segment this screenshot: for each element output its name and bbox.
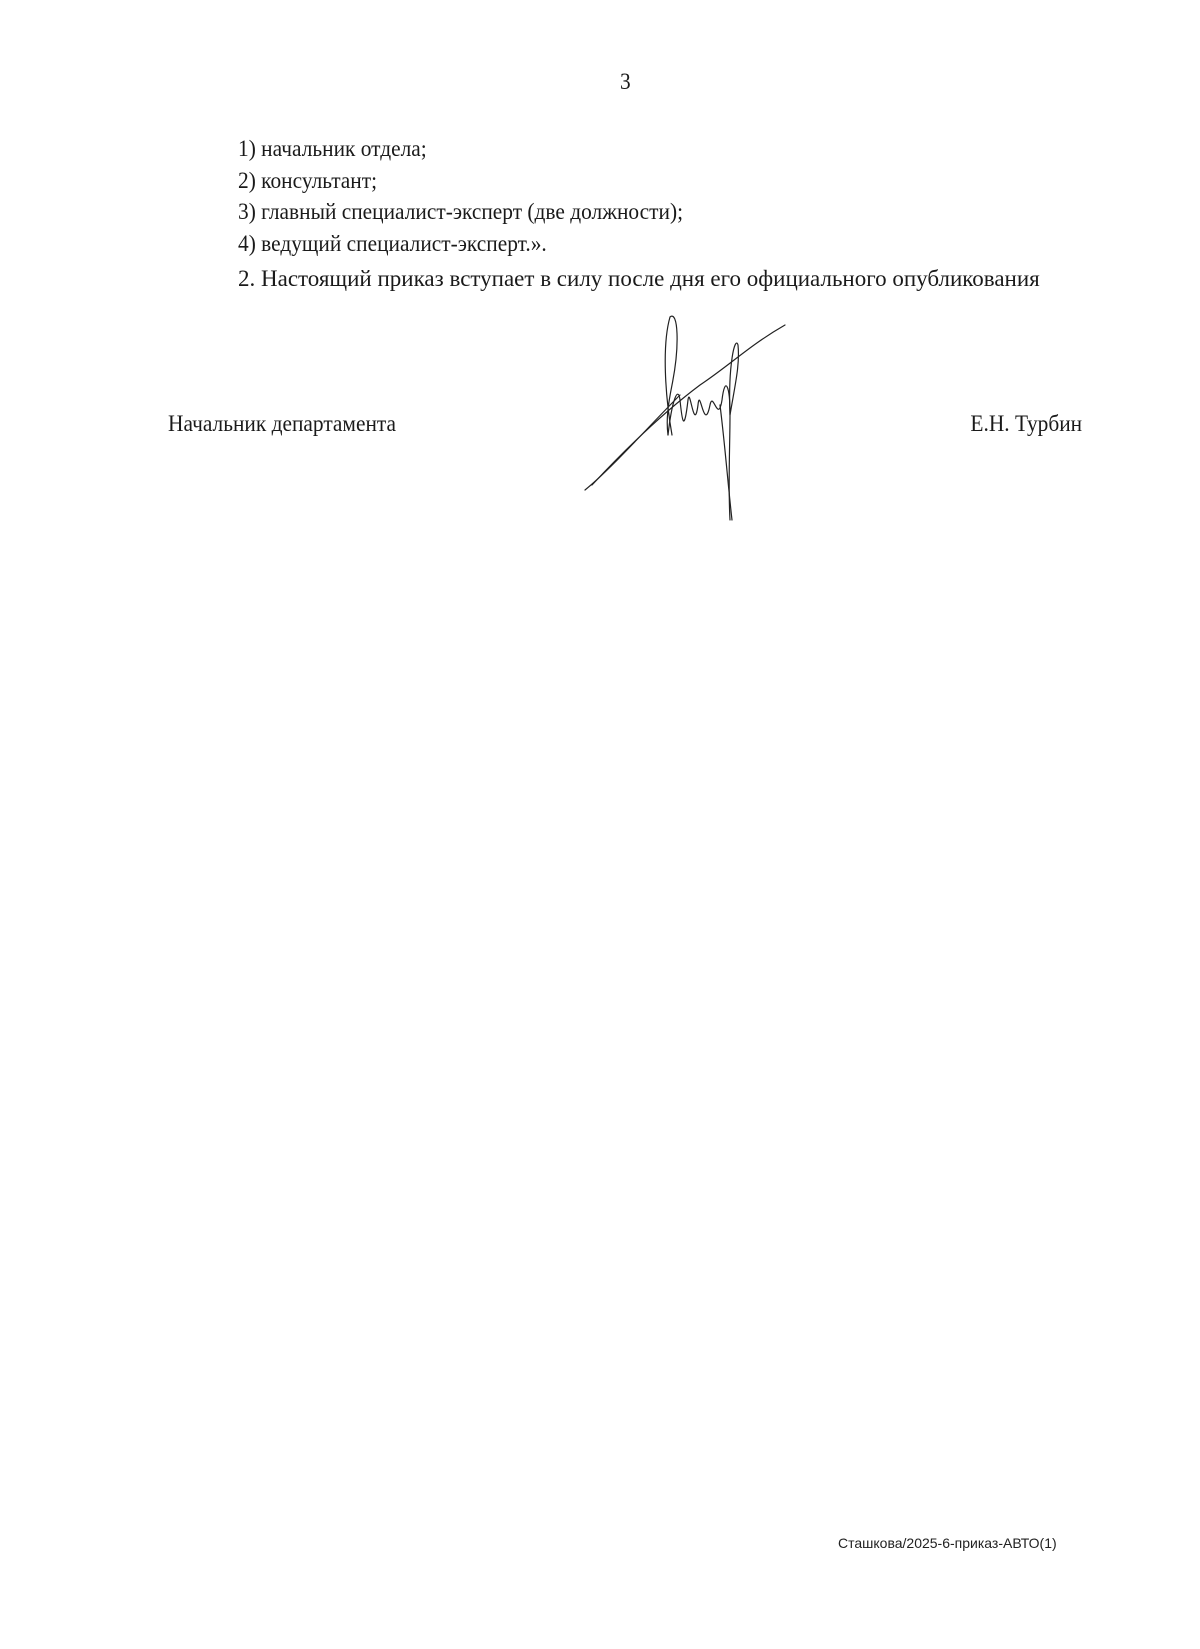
list-item: 4) ведущий специалист-эксперт.».: [238, 231, 547, 256]
paragraph-effective-date: 2. Настоящий приказ вступает в силу после дня его официального опубликования: [238, 266, 1040, 291]
signatory-name: Е.Н. Турбин: [970, 411, 1082, 436]
signatory-title: Начальник департамента: [168, 411, 397, 436]
list-item: 3) главный специалист-эксперт (две должности);: [238, 199, 684, 224]
handwritten-signature: [580, 305, 810, 535]
page-number: 3: [620, 69, 631, 94]
list-item: 1) начальник отдела;: [238, 136, 427, 161]
document-footer-reference: Сташкова/2025-6-приказ-АВТО(1): [838, 1535, 1057, 1551]
list-item: 2) консультант;: [238, 168, 378, 193]
